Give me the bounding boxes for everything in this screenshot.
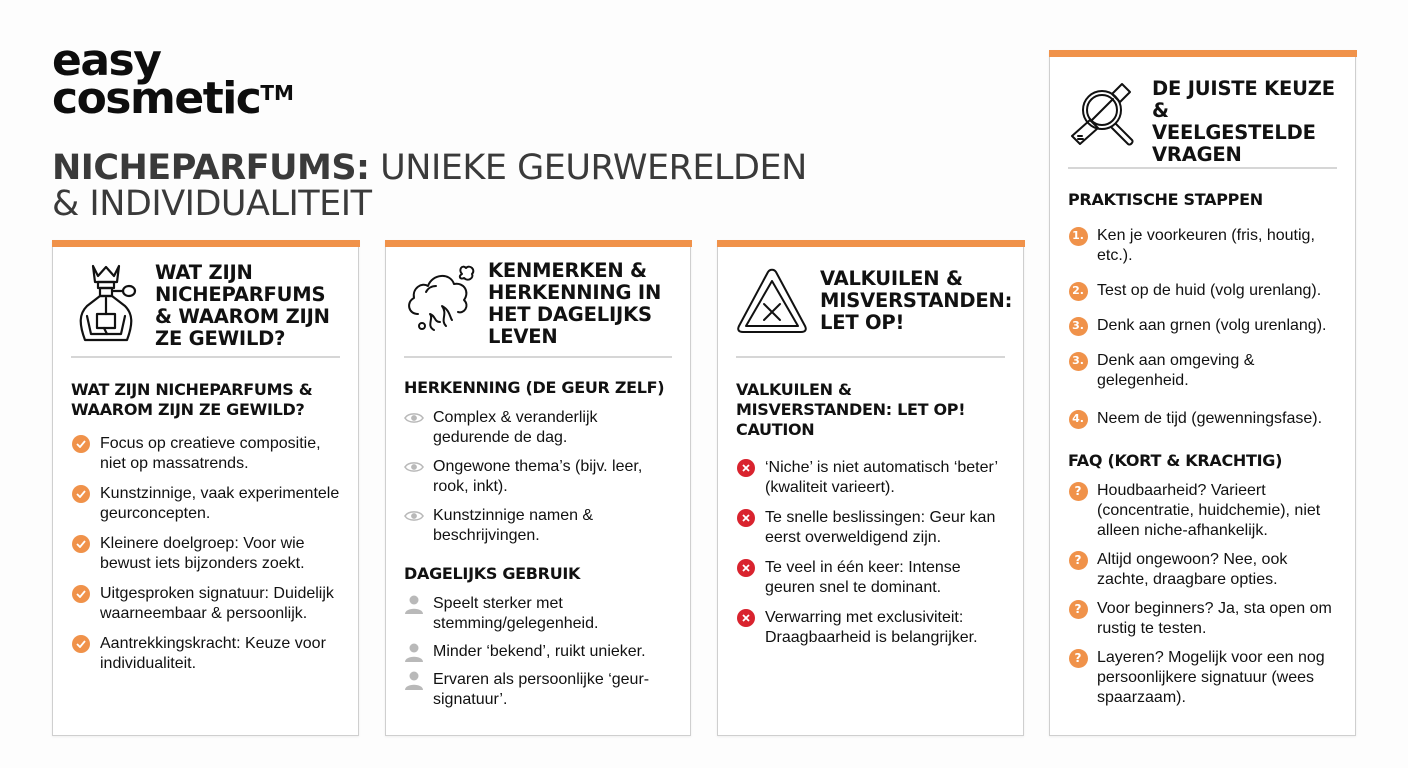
list-item: Kleinere doelgroep: Voor wie bewust iets bijzonders zoekt. (71, 534, 346, 574)
title-line-2: & INDIVIDUALITEIT (52, 184, 372, 224)
faq-item: ? Houdbaarheid? Varieert (concentratie, huidchemie), niet alleen niche-afhankelijk. (1068, 481, 1343, 541)
question-circle-icon: ? (1069, 649, 1088, 668)
recognition-list (404, 408, 678, 546)
card-what-are-niche-perfumes (52, 240, 359, 736)
faq-list (1068, 481, 1343, 708)
brand-logo (52, 35, 294, 124)
list-item: Speelt sterker met stemming/gelegenheid. (404, 594, 678, 634)
faq-item: ? Altijd ongewoon? Nee, ook zachte, draagbare opties. (1068, 550, 1343, 590)
magnifier-strip-icon (1068, 78, 1142, 153)
eye-icon (404, 506, 424, 526)
benefit-list (71, 434, 346, 674)
number-badge-icon: 4. (1069, 410, 1088, 429)
list-item: Kunstzinnige namen & beschrijvingen. (404, 506, 678, 546)
card-right-choice-faq (1049, 50, 1356, 736)
card-heading: WAT ZIJN NICHEPARFUMS & WAAROM ZIJN ZE GEWILD? (155, 261, 330, 350)
list-item: Aantrekkingskracht: Keuze voor individualiteit. (71, 634, 346, 674)
list-item: 3. Denk aan grnen (volg urenlang). (1068, 316, 1343, 336)
pitfall-list (736, 458, 1011, 648)
number-badge-icon: 3. (1069, 317, 1088, 336)
section-heading: PRAKTISCHE STAPPEN (1068, 190, 1263, 209)
card-pitfalls (717, 240, 1024, 736)
x-circle-icon (737, 559, 755, 577)
section-heading: FAQ (KORT & KRACHTIG) (1068, 451, 1283, 470)
trademark: TM (260, 81, 294, 105)
x-circle-icon (737, 459, 755, 477)
brand-line-2: cosmetic (52, 73, 261, 124)
eye-icon (404, 457, 424, 477)
question-circle-icon: ? (1069, 600, 1088, 619)
divider (404, 356, 672, 358)
warning-triangle-x-icon (736, 268, 810, 339)
list-item: 3. Denk aan omgeving & gelegenheid. (1068, 351, 1343, 391)
list-item: 4. Neem de tijd (gewenningsfase). (1068, 409, 1343, 429)
list-item: Ervaren als persoonlijke ‘geur-signatuur’. (404, 670, 678, 710)
daily-use-list (404, 594, 678, 710)
page-title (52, 150, 807, 222)
brand-line-1: easy (52, 35, 161, 86)
number-badge-icon: 1. (1069, 227, 1088, 246)
section-heading: WAT ZIJN NICHEPARFUMS & WAAROM ZIJN ZE GEWILD? (71, 380, 313, 419)
perfume-bottle-crown-icon (71, 262, 145, 351)
list-item: Verwarring met exclusiviteit: Draagbaarheid is belangrijker. (736, 608, 1011, 648)
list-item: Te veel in één keer: Intense geuren snel te dominant. (736, 558, 1011, 598)
card-heading: VALKUILEN & MISVERSTANDEN: LET OP! (820, 267, 1013, 334)
card-heading: DE JUISTE KEUZE & VEELGESTELDE VRAGEN (1152, 77, 1335, 166)
check-circle-icon (72, 535, 90, 553)
eye-icon (404, 408, 424, 428)
steps-list (1068, 226, 1343, 429)
check-circle-icon (72, 435, 90, 453)
card-characteristics (385, 240, 691, 736)
list-item: ‘Niche’ is niet automatisch ‘beter’ (kwaliteit varieert). (736, 458, 1011, 498)
list-item: 2. Test op de huid (volg urenlang). (1068, 281, 1343, 301)
list-item: Kunstzinnige, vaak experimentele geurconcepten. (71, 484, 346, 524)
question-circle-icon: ? (1069, 551, 1088, 570)
person-icon (404, 670, 424, 690)
question-circle-icon: ? (1069, 482, 1088, 501)
title-rest: UNIEKE GEURWERELDEN (369, 148, 807, 188)
list-item: 1. Ken je voorkeuren (fris, houtig, etc.). (1068, 226, 1343, 266)
scent-cloud-icon (404, 260, 478, 341)
divider (736, 356, 1005, 358)
faq-item: ? Voor beginners? Ja, sta open om rustig te testen. (1068, 599, 1343, 639)
section-heading: HERKENNING (DE GEUR ZELF) (404, 378, 665, 397)
list-item: Focus op creatieve compositie, niet op massatrends. (71, 434, 346, 474)
list-item: Complex & veranderlijk gedurende de dag. (404, 408, 678, 448)
card-heading: KENMERKEN & HERKENNING IN HET DAGELIJKS LEVEN (488, 259, 662, 348)
faq-item: ? Layeren? Mogelijk voor een nog persoonlijkere signatuur (wees spaarzaam). (1068, 648, 1343, 708)
divider (1068, 167, 1337, 169)
list-item: Ongewone thema’s (bijv. leer, rook, inkt). (404, 457, 678, 497)
section-heading: VALKUILEN & MISVERSTANDEN: LET OP! CAUTION (736, 380, 966, 439)
number-badge-icon: 3. (1069, 352, 1088, 371)
list-item: Minder ‘bekend’, ruikt unieker. (404, 642, 678, 662)
x-circle-icon (737, 509, 755, 527)
number-badge-icon: 2. (1069, 282, 1088, 301)
list-item: Uitgesproken signatuur: Duidelijk waarneembaar & persoonlijk. (71, 584, 346, 624)
person-icon (404, 642, 424, 662)
divider (71, 356, 340, 358)
check-circle-icon (72, 635, 90, 653)
title-bold: NICHEPARFUMS: (52, 148, 370, 188)
section-heading: DAGELIJKS GEBRUIK (404, 564, 581, 583)
person-icon (404, 594, 424, 614)
check-circle-icon (72, 485, 90, 503)
list-item: Te snelle beslissingen: Geur kan eerst overweldigend zijn. (736, 508, 1011, 548)
check-circle-icon (72, 585, 90, 603)
x-circle-icon (737, 609, 755, 627)
